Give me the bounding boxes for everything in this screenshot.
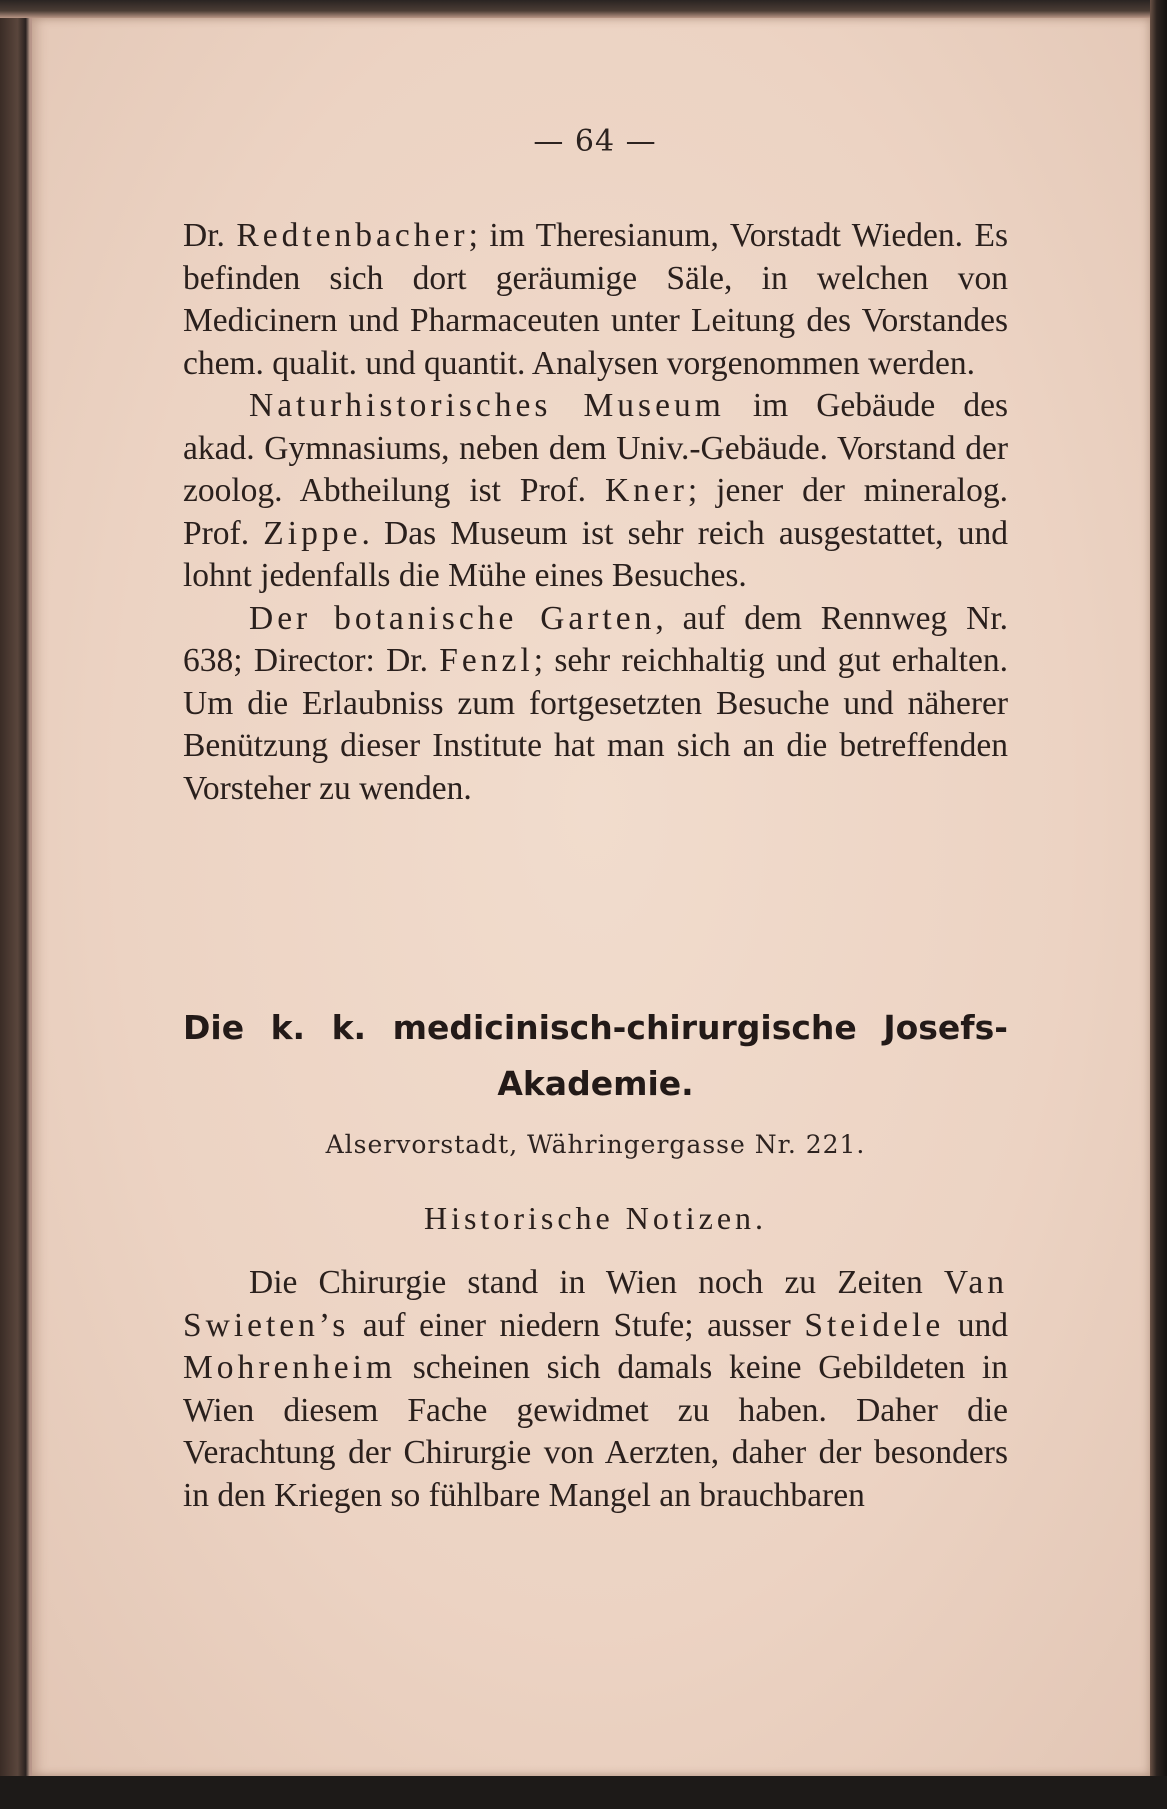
body-text-top: [183, 215, 1008, 810]
page-number: — 64 —: [533, 124, 657, 159]
text-run: im Gebäude des akad. Gymnasiums, neben dem Univ.-Gebäude. Vorstand der zoolog. Abtheilung ist Prof.: [183, 387, 1008, 509]
section-heading-line-2: Akademie.: [497, 1064, 694, 1103]
text-run: ; sehr reichhaltig und gut erhalten. Um die Erlaubniss zum fortgesetzten Besuche und näherer Benützung dieser Institute hat man sich an die betreffenden Vorsteher zu wenden.: [183, 642, 1008, 807]
emphasized-text: Redtenbacher: [236, 217, 469, 254]
paragraph: [183, 1262, 1008, 1517]
section-heading: [183, 1000, 1008, 1112]
emphasized-text: Kner: [604, 472, 688, 509]
emphasized-text: Der botanische Garten: [249, 599, 656, 637]
text-run: . Das Museum ist sehr reich ausgestattet, und lohnt jedenfalls die Mühe eines Besuches.: [183, 514, 1008, 594]
heading-word: Josefs-: [883, 1008, 1008, 1047]
text-run: ; jener der mineralog. Prof.: [183, 472, 1008, 552]
heading-word: k.: [270, 1008, 306, 1047]
emphasized-text: Steidele: [804, 1306, 945, 1344]
text-run: , auf dem Rennweg Nr. 638; Director: Dr.: [183, 599, 1008, 679]
text-run: und: [944, 1306, 1009, 1344]
text-run: Die Chirurgie stand in Wien noch zu Zeiten: [249, 1264, 944, 1301]
text-run: scheinen sich damals keine Gebildeten in Wien diesem Fache gewidmet zu haben. Daher die Verachtung der Chirurgie von Aerzten, daher der besonders in den Kriegen so fühlbare Mangel an brauchbaren: [183, 1349, 1008, 1514]
emphasized-text: Mohrenheim: [183, 1349, 397, 1386]
top-edge: [0, 0, 1167, 18]
subheading: Historische Notizen.: [423, 1200, 768, 1236]
text-run: ; im Theresianum, Vorstadt Wieden. Es befinden sich dort geräumige Säle, in welchen von Medicinern und Pharmaceuten unter Leitung des Vorstandes chem. qualit. und quantit. Analysen vorgenommen werden.: [183, 217, 1009, 382]
text-run: Dr.: [183, 217, 237, 254]
heading-word: k.: [331, 1008, 367, 1047]
text-run: auf einer niedern Stufe; ausser: [349, 1306, 805, 1344]
bottom-edge: [0, 1776, 1167, 1809]
body-text-bottom: [183, 1262, 1008, 1517]
heading-word: Die: [183, 1008, 245, 1047]
emphasized-text: Van Swieten’s: [183, 1264, 1008, 1344]
paragraph: [183, 385, 1008, 598]
section-heading-line-1: [183, 1000, 1008, 1056]
emphasized-text: Zippe: [263, 514, 362, 552]
paragraph: [183, 215, 1008, 385]
emphasized-text: Naturhistorisches Museum: [249, 387, 725, 424]
emphasized-text: Fenzl: [439, 642, 534, 679]
book-binding-edge: [1150, 0, 1167, 1809]
heading-word: medicinisch-chirurgische: [392, 1008, 857, 1047]
paragraph: [183, 598, 1008, 811]
section-address: Alservorstadt, Währingergasse Nr. 221.: [325, 1130, 866, 1159]
